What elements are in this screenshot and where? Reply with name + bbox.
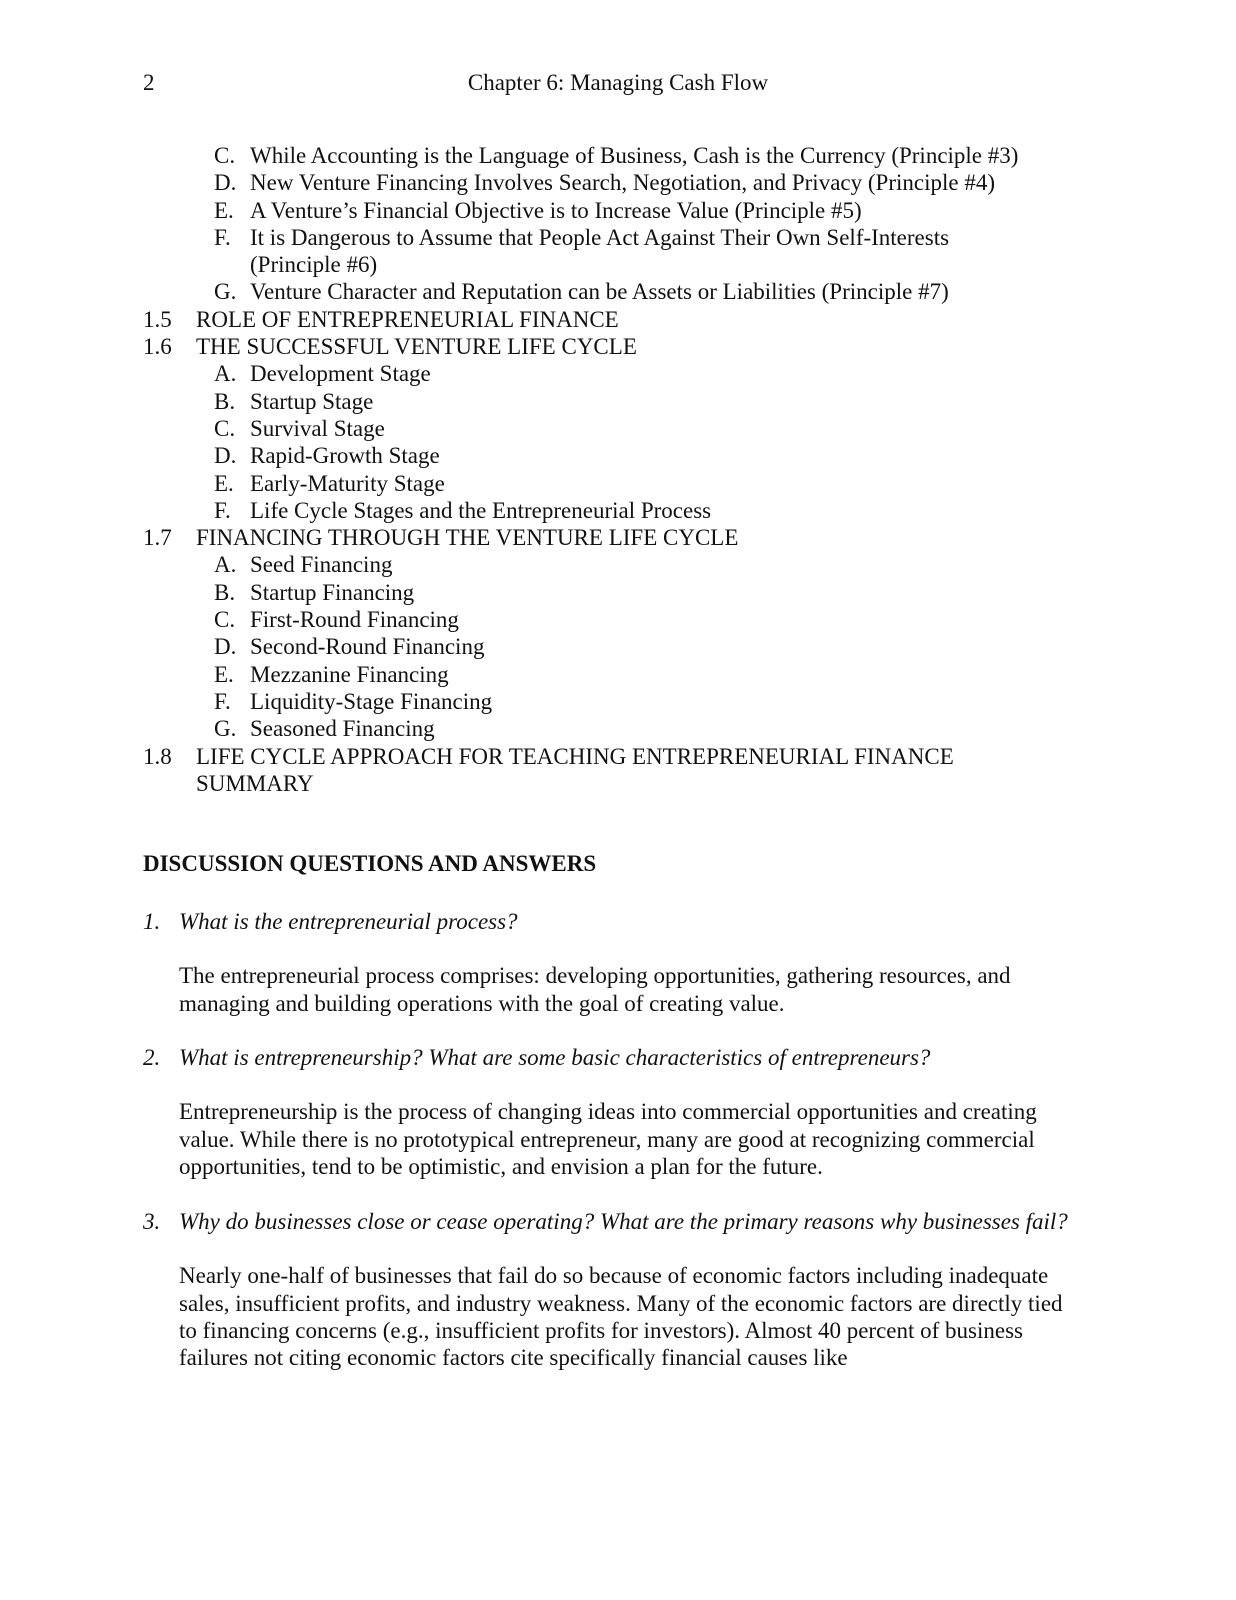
outline-item: [0, 661, 1236, 688]
item-text: Rapid-Growth Stage: [250, 443, 440, 469]
answer-text: Nearly one-half of businesses that fail do so because of economic factors including inadequate sales, insufficient profits, and industry weakness. Many of the economic factors are directly tied to financing concerns (e.g., insufficient profits for investors). Almost 40 percent of business failures not citing economic factors cite specifically financial causes like: [179, 1263, 1063, 1371]
section-number: 1.7: [143, 525, 172, 551]
answer-text: The entrepreneurial process comprises: developing opportunities, gathering resources, and managing and building operations with the goal of creating value.: [179, 963, 1011, 1016]
item-text: Survival Stage: [250, 415, 385, 441]
question-text: What is the entrepreneurial process?: [179, 909, 518, 934]
question-block: [0, 1208, 1236, 1371]
section-heading: [0, 306, 1236, 333]
page-number: 2: [143, 70, 155, 95]
item-label: E.: [214, 470, 234, 496]
item-text: Startup Stage: [250, 388, 374, 414]
item-text: Life Cycle Stages and the Entrepreneurial Process: [250, 497, 712, 523]
section-title: FINANCING THROUGH THE VENTURE LIFE CYCLE: [196, 525, 739, 551]
question-text: What is entrepreneurship? What are some basic characteristics of entrepreneurs?: [179, 1045, 931, 1070]
answer-text: Entrepreneurship is the process of changing ideas into commercial opportunities and creating value. While there is no prototypical entrepreneur, many are good at recognizing commercial opportunities, tend to be optimistic, and envision a plan for the future.: [179, 1099, 1037, 1179]
outline-item: [0, 470, 1236, 497]
outline-item: [0, 388, 1236, 415]
item-label: C.: [214, 415, 236, 441]
item-label: B.: [214, 579, 236, 605]
summary-title: SUMMARY: [196, 770, 314, 796]
outline-item: [0, 688, 1236, 715]
question: [0, 1208, 1236, 1235]
outline-item: [0, 169, 1236, 196]
item-label: F.: [214, 497, 231, 523]
outline-item: [0, 278, 1236, 305]
outline-item: [0, 360, 1236, 387]
item-text: While Accounting is the Language of Business, Cash is the Currency (Principle #3): [250, 143, 1019, 168]
item-label: C.: [214, 607, 236, 633]
section-number: 1.8: [143, 743, 172, 769]
question-text: Why do businesses close or cease operating? What are the primary reasons why businesses fail?: [179, 1209, 1068, 1234]
question: [0, 908, 1236, 935]
item-label: D.: [214, 443, 237, 469]
question-block: [0, 908, 1236, 1017]
item-label: F.: [214, 224, 231, 250]
question: [0, 1044, 1236, 1071]
item-text: New Venture Financing Involves Search, Negotiation, and Privacy (Principle #4): [250, 170, 995, 196]
question-number: 2.: [143, 1045, 161, 1070]
question-block: [0, 1044, 1236, 1180]
item-label: B.: [214, 388, 236, 414]
item-label: D.: [214, 634, 237, 660]
section-heading: [0, 524, 1236, 551]
item-label: G.: [214, 716, 237, 742]
item-text: First-Round Financing: [250, 607, 459, 633]
item-text: A Venture’s Financial Objective is to Increase Value (Principle #5): [250, 197, 862, 223]
outline-item: [0, 415, 1236, 442]
outline-item: [0, 579, 1236, 606]
outline-item: [0, 142, 1236, 169]
item-text: Second-Round Financing: [250, 634, 485, 660]
question-number: 3.: [143, 1209, 161, 1234]
item-text: Seasoned Financing: [250, 716, 435, 742]
item-text-continuation: (Principle #6): [250, 252, 378, 278]
outline-item: [0, 551, 1236, 578]
item-label: G.: [214, 279, 237, 305]
item-text: Startup Financing: [250, 579, 415, 605]
item-label: A.: [214, 361, 237, 387]
item-label: E.: [214, 661, 234, 687]
section-number: 1.6: [143, 334, 172, 360]
outline-item: [0, 197, 1236, 224]
item-text: Venture Character and Reputation can be Assets or Liabilities (Principle #7): [250, 279, 949, 305]
discussion-heading: DISCUSSION QUESTIONS AND ANSWERS: [143, 851, 597, 876]
item-label: D.: [214, 170, 237, 196]
item-text: Mezzanine Financing: [250, 661, 449, 687]
outline-item: [0, 497, 1236, 524]
running-title: Chapter 6: Managing Cash Flow: [467, 70, 769, 95]
item-text: Liquidity-Stage Financing: [250, 688, 493, 714]
outline-item: [0, 442, 1236, 469]
chapter-outline: [0, 142, 1236, 797]
outline-item-continuation: [0, 251, 1236, 278]
section-number: 1.5: [143, 306, 172, 332]
outline-item: [0, 606, 1236, 633]
section-heading: [0, 743, 1236, 770]
summary-heading: [0, 770, 1236, 797]
outline-item: [0, 633, 1236, 660]
section-heading: [0, 333, 1236, 360]
outline-item: [0, 224, 1236, 251]
page-header: [0, 68, 1236, 102]
section-title: THE SUCCESSFUL VENTURE LIFE CYCLE: [196, 334, 637, 360]
section-title: LIFE CYCLE APPROACH FOR TEACHING ENTREPRENEURIAL FINANCE: [196, 743, 954, 769]
outline-item: [0, 715, 1236, 742]
item-text: Early-Maturity Stage: [250, 470, 445, 496]
item-text: Seed Financing: [250, 552, 393, 578]
item-text: Development Stage: [250, 361, 431, 387]
question-number: 1.: [143, 909, 161, 934]
item-label: A.: [214, 552, 237, 578]
item-label: C.: [214, 143, 236, 168]
item-label: E.: [214, 197, 234, 223]
item-text: It is Dangerous to Assume that People Act Against Their Own Self-Interests: [250, 224, 950, 250]
item-label: F.: [214, 688, 231, 714]
section-title: ROLE OF ENTREPRENEURIAL FINANCE: [196, 306, 619, 332]
